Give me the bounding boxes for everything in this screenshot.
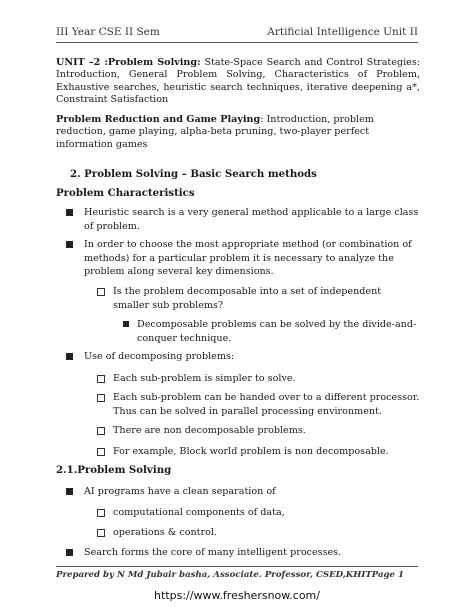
list-item-text: Search forms the core of many intelligent processes.: [84, 547, 342, 558]
list-item-text: Each sub-problem can be handed over to a different processor. Thus can be solved in parallel processing environment.: [113, 392, 420, 417]
list-item: [113, 526, 420, 540]
list-item: [113, 391, 420, 418]
list-item-text: Heuristic search is a very general method applicable to a large class of problem.: [84, 207, 419, 232]
list-item: [84, 238, 420, 279]
list-item-text: AI programs have a clean separation of: [84, 486, 276, 497]
checkbox-marker: [97, 394, 105, 402]
list-item: [84, 485, 420, 499]
list-item: [84, 350, 420, 364]
checkbox-marker: [97, 427, 105, 435]
list-item-text: Decomposable problems can be solved by the divide-and-conquer technique.: [137, 319, 417, 344]
checkbox-marker: [97, 288, 105, 296]
header-rule: [56, 42, 418, 43]
unit-label: UNIT –2 :Problem Solving:: [56, 57, 201, 68]
list-item: [113, 372, 420, 386]
footer-rule: [56, 566, 418, 567]
bullet-marker: [66, 549, 73, 556]
bullet-marker: [66, 209, 73, 216]
list-item-text: There are non decomposable problems.: [113, 425, 306, 436]
list-item: [84, 546, 420, 560]
list-item: [113, 506, 420, 520]
list-item: [137, 318, 420, 345]
checkbox-marker: [97, 448, 105, 456]
list-item-text: Each sub-problem is simpler to solve.: [113, 373, 296, 384]
list-item-text: In order to choose the most appropriate method (or combination of methods) for a particular problem it is necessary to analyze the problem along several key dimensions.: [84, 239, 412, 277]
list-item-text: operations & control.: [113, 527, 218, 538]
footer-author: Prepared by N Md Jubair basha, Associate. Professor, CSED,KHIT: [56, 570, 372, 580]
section-2-1-heading: 2.1.Problem Solving: [56, 464, 172, 476]
page-number: Page 1: [371, 570, 404, 580]
checkbox-marker: [97, 375, 105, 383]
bullet-marker: [66, 241, 73, 248]
reduction-label: Problem Reduction and Game Playing: [56, 114, 261, 125]
list-item-text: computational components of data,: [113, 507, 285, 518]
list-item-text: Use of decomposing problems:: [84, 351, 235, 362]
reduction-intro: [56, 114, 420, 151]
header-right: Artificial Intelligence Unit II: [267, 26, 418, 38]
list-item: [113, 445, 420, 459]
unit-intro: [56, 57, 420, 107]
checkbox-marker: [97, 529, 105, 537]
section-2-heading: 2. Problem Solving – Basic Search methods: [70, 168, 317, 180]
source-url-link[interactable]: https://www.freshersnow.com/: [154, 589, 320, 602]
problem-characteristics-heading: Problem Characteristics: [56, 187, 195, 199]
bullet-marker: [66, 488, 73, 495]
list-item-text: Is the problem decomposable into a set of independent smaller sub problems?: [113, 286, 382, 311]
bullet-marker: [123, 321, 129, 327]
checkbox-marker: [97, 509, 105, 517]
list-item: [113, 424, 420, 438]
unit-text: State-Space Search and Control Strategies: Introduction, General Problem Solving, Characteristics of Problem, Exhaustive searches, heuristic search techniques, iterative deepening a*, Constraint Satisfaction: [56, 57, 420, 106]
list-item: [84, 206, 420, 233]
header-left: III Year CSE II Sem: [56, 26, 160, 38]
list-item-text: For example, Block world problem is non decomposable.: [113, 446, 389, 457]
list-item: [113, 285, 420, 312]
reduction-text: : Introduction, problem reduction, game playing, alpha-beta pruning, two-player perfect information games: [56, 114, 374, 150]
bullet-marker: [66, 353, 73, 360]
